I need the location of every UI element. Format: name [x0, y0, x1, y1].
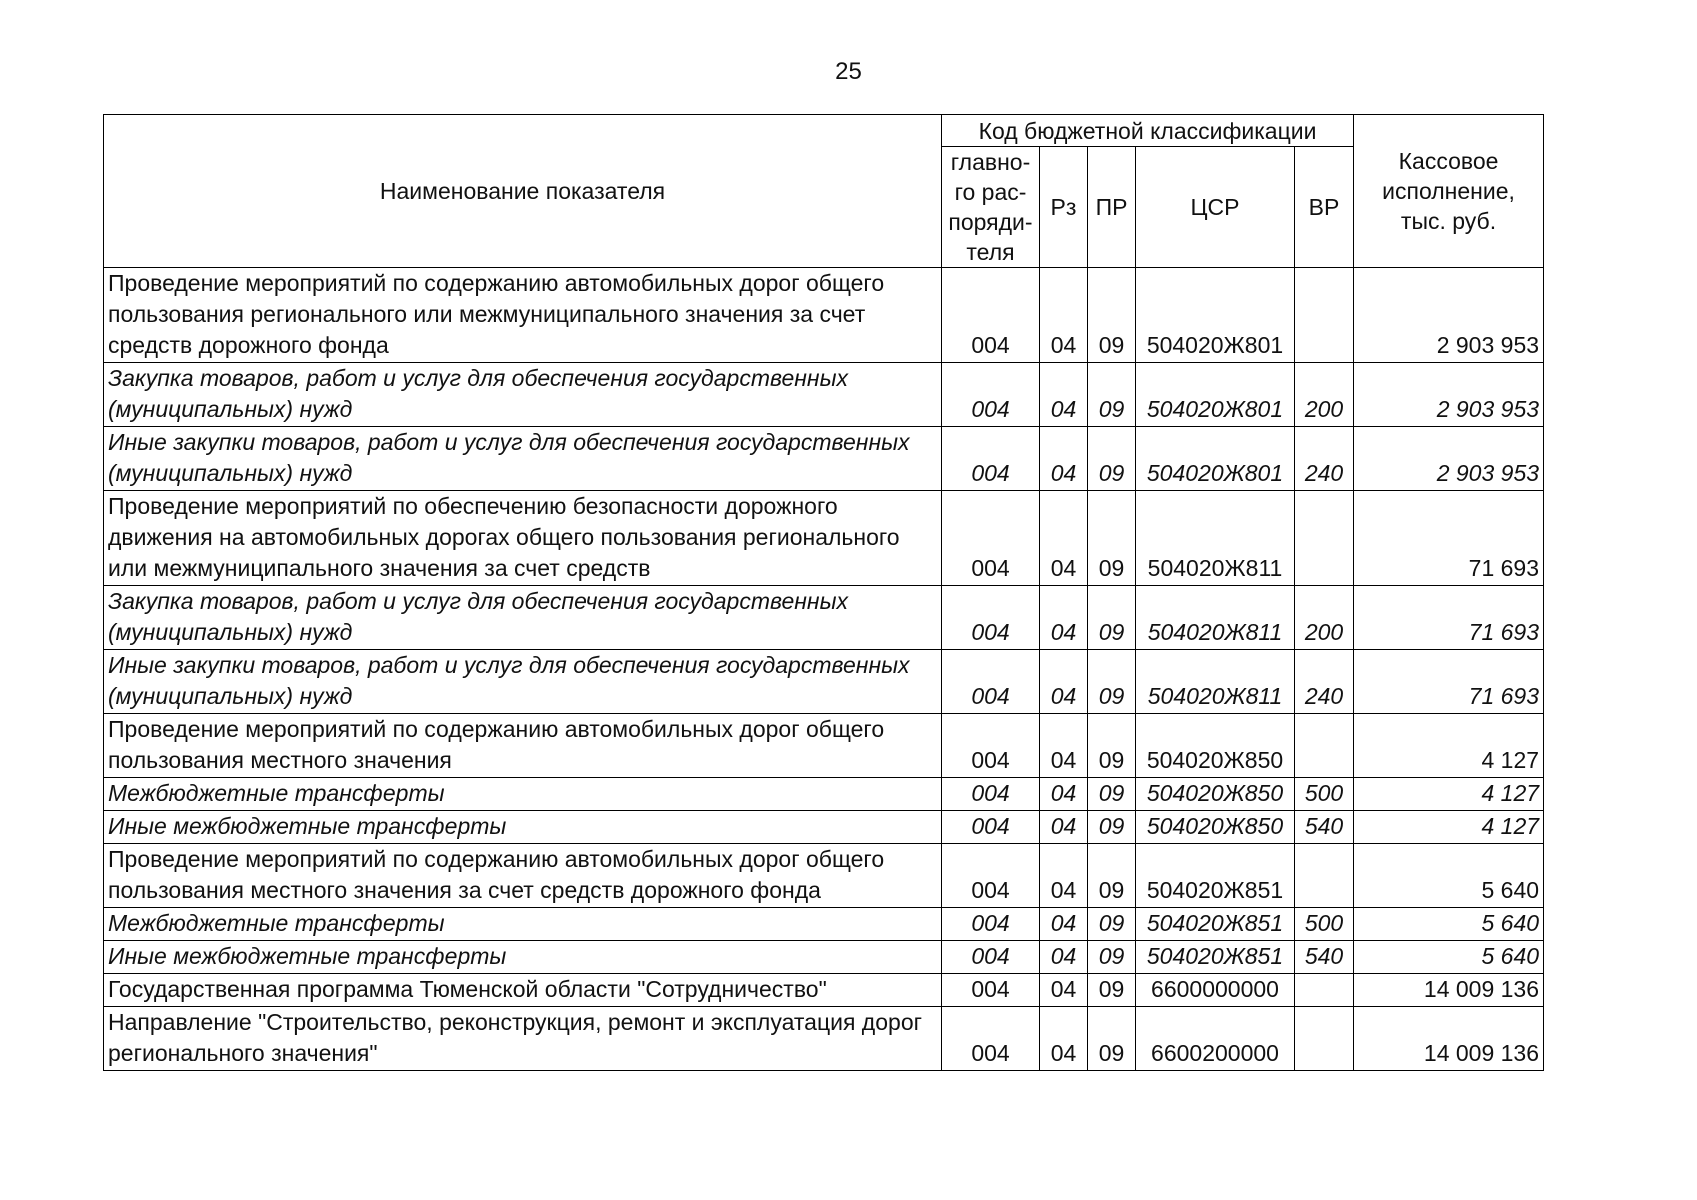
row-name: Проведение мероприятий по содержанию автомобильных дорог общего пользования местного значения	[104, 714, 942, 778]
table-row	[104, 941, 1544, 974]
row-name: Межбюджетные трансферты	[104, 908, 942, 941]
row-glavnogo-code: 004	[942, 427, 1040, 491]
row-name: Иные закупки товаров, работ и услуг для обеспечения государственных (муниципальных) нужд	[104, 427, 942, 491]
header-amount: Кассовое исполнение, тыс. руб.	[1354, 115, 1544, 268]
row-vr-code: 500	[1295, 908, 1354, 941]
row-amount: 4 127	[1354, 778, 1544, 811]
row-amount: 4 127	[1354, 714, 1544, 778]
row-amount: 14 009 136	[1354, 1007, 1544, 1071]
header-classification-group: Код бюджетной классификации	[942, 115, 1354, 147]
row-csr-code: 504020Ж811	[1136, 650, 1295, 714]
row-rz-code: 04	[1040, 844, 1088, 908]
row-glavnogo-code: 004	[942, 491, 1040, 586]
row-glavnogo-code: 004	[942, 778, 1040, 811]
table-row	[104, 714, 1544, 778]
row-amount: 71 693	[1354, 650, 1544, 714]
row-name: Проведение мероприятий по содержанию автомобильных дорог общего пользования регионального или межмуниципального значения за счет средств дорожного фонда	[104, 268, 942, 363]
row-rz-code: 04	[1040, 811, 1088, 844]
row-vr-code: 540	[1295, 941, 1354, 974]
row-glavnogo-code: 004	[942, 650, 1040, 714]
row-rz-code: 04	[1040, 974, 1088, 1007]
row-csr-code: 504020Ж801	[1136, 268, 1295, 363]
row-vr-code: 540	[1295, 811, 1354, 844]
row-name: Проведение мероприятий по содержанию автомобильных дорог общего пользования местного значения за счет средств дорожного фонда	[104, 844, 942, 908]
table-row	[104, 586, 1544, 650]
row-amount: 71 693	[1354, 491, 1544, 586]
row-rz-code: 04	[1040, 363, 1088, 427]
page-number: 25	[835, 58, 862, 85]
row-glavnogo-code: 004	[942, 844, 1040, 908]
table-row	[104, 1007, 1544, 1071]
row-vr-code	[1295, 974, 1354, 1007]
row-vr-code	[1295, 844, 1354, 908]
row-pr-code: 09	[1088, 491, 1136, 586]
row-glavnogo-code: 004	[942, 268, 1040, 363]
row-rz-code: 04	[1040, 268, 1088, 363]
row-pr-code: 09	[1088, 650, 1136, 714]
table-row	[104, 650, 1544, 714]
row-vr-code: 240	[1295, 650, 1354, 714]
row-name: Государственная программа Тюменской области "Сотрудничество"	[104, 974, 942, 1007]
row-glavnogo-code: 004	[942, 363, 1040, 427]
row-csr-code: 504020Ж851	[1136, 941, 1295, 974]
row-pr-code: 09	[1088, 363, 1136, 427]
row-csr-code: 504020Ж801	[1136, 427, 1295, 491]
row-pr-code: 09	[1088, 1007, 1136, 1071]
row-csr-code: 504020Ж801	[1136, 363, 1295, 427]
row-rz-code: 04	[1040, 941, 1088, 974]
row-vr-code	[1295, 1007, 1354, 1071]
header-rz: Рз	[1040, 147, 1088, 268]
table-row	[104, 778, 1544, 811]
row-rz-code: 04	[1040, 586, 1088, 650]
row-name: Иные межбюджетные трансферты	[104, 941, 942, 974]
row-glavnogo-code: 004	[942, 586, 1040, 650]
row-csr-code: 504020Ж850	[1136, 714, 1295, 778]
row-csr-code: 504020Ж850	[1136, 778, 1295, 811]
row-csr-code: 504020Ж850	[1136, 811, 1295, 844]
row-amount: 4 127	[1354, 811, 1544, 844]
row-rz-code: 04	[1040, 1007, 1088, 1071]
header-csr: ЦСР	[1136, 147, 1295, 268]
row-rz-code: 04	[1040, 491, 1088, 586]
table-row	[104, 268, 1544, 363]
row-csr-code: 504020Ж851	[1136, 908, 1295, 941]
row-amount: 5 640	[1354, 908, 1544, 941]
row-pr-code: 09	[1088, 941, 1136, 974]
row-name: Межбюджетные трансферты	[104, 778, 942, 811]
row-vr-code: 240	[1295, 427, 1354, 491]
table-row	[104, 427, 1544, 491]
row-vr-code: 200	[1295, 586, 1354, 650]
header-glavnogo: главно-го рас-поряди-теля	[942, 147, 1040, 268]
table-row	[104, 363, 1544, 427]
row-pr-code: 09	[1088, 908, 1136, 941]
row-vr-code	[1295, 491, 1354, 586]
row-rz-code: 04	[1040, 650, 1088, 714]
row-pr-code: 09	[1088, 844, 1136, 908]
row-pr-code: 09	[1088, 586, 1136, 650]
row-pr-code: 09	[1088, 974, 1136, 1007]
row-glavnogo-code: 004	[942, 1007, 1040, 1071]
row-amount: 5 640	[1354, 941, 1544, 974]
row-vr-code: 500	[1295, 778, 1354, 811]
row-name: Иные закупки товаров, работ и услуг для обеспечения государственных (муниципальных) нужд	[104, 650, 942, 714]
row-pr-code: 09	[1088, 811, 1136, 844]
budget-table	[103, 114, 1544, 1071]
row-csr-code: 6600200000	[1136, 1007, 1295, 1071]
row-csr-code: 504020Ж851	[1136, 844, 1295, 908]
row-vr-code	[1295, 268, 1354, 363]
row-csr-code: 504020Ж811	[1136, 586, 1295, 650]
row-amount: 2 903 953	[1354, 427, 1544, 491]
row-name: Иные межбюджетные трансферты	[104, 811, 942, 844]
row-name: Направление "Строительство, реконструкция, ремонт и эксплуатация дорог регионального значения"	[104, 1007, 942, 1071]
row-glavnogo-code: 004	[942, 811, 1040, 844]
row-amount: 5 640	[1354, 844, 1544, 908]
header-pr: ПР	[1088, 147, 1136, 268]
table-row	[104, 908, 1544, 941]
row-name: Проведение мероприятий по обеспечению безопасности дорожного движения на автомобильных дорогах общего пользования регионального или межмуниципального значения за счет средств	[104, 491, 942, 586]
row-rz-code: 04	[1040, 714, 1088, 778]
row-csr-code: 6600000000	[1136, 974, 1295, 1007]
row-amount: 71 693	[1354, 586, 1544, 650]
table-row	[104, 844, 1544, 908]
row-rz-code: 04	[1040, 778, 1088, 811]
row-pr-code: 09	[1088, 714, 1136, 778]
row-name: Закупка товаров, работ и услуг для обеспечения государственных (муниципальных) нужд	[104, 586, 942, 650]
row-glavnogo-code: 004	[942, 974, 1040, 1007]
table-row	[104, 974, 1544, 1007]
header-name: Наименование показателя	[104, 115, 942, 268]
row-amount: 2 903 953	[1354, 363, 1544, 427]
row-amount: 14 009 136	[1354, 974, 1544, 1007]
row-glavnogo-code: 004	[942, 908, 1040, 941]
row-glavnogo-code: 004	[942, 714, 1040, 778]
row-csr-code: 504020Ж811	[1136, 491, 1295, 586]
row-vr-code	[1295, 714, 1354, 778]
row-pr-code: 09	[1088, 268, 1136, 363]
row-rz-code: 04	[1040, 908, 1088, 941]
row-vr-code: 200	[1295, 363, 1354, 427]
table-row	[104, 811, 1544, 844]
table-row	[104, 491, 1544, 586]
row-rz-code: 04	[1040, 427, 1088, 491]
row-pr-code: 09	[1088, 427, 1136, 491]
header-vr: ВР	[1295, 147, 1354, 268]
table-body	[104, 268, 1544, 1071]
row-pr-code: 09	[1088, 778, 1136, 811]
row-name: Закупка товаров, работ и услуг для обеспечения государственных (муниципальных) нужд	[104, 363, 942, 427]
row-glavnogo-code: 004	[942, 941, 1040, 974]
row-amount: 2 903 953	[1354, 268, 1544, 363]
